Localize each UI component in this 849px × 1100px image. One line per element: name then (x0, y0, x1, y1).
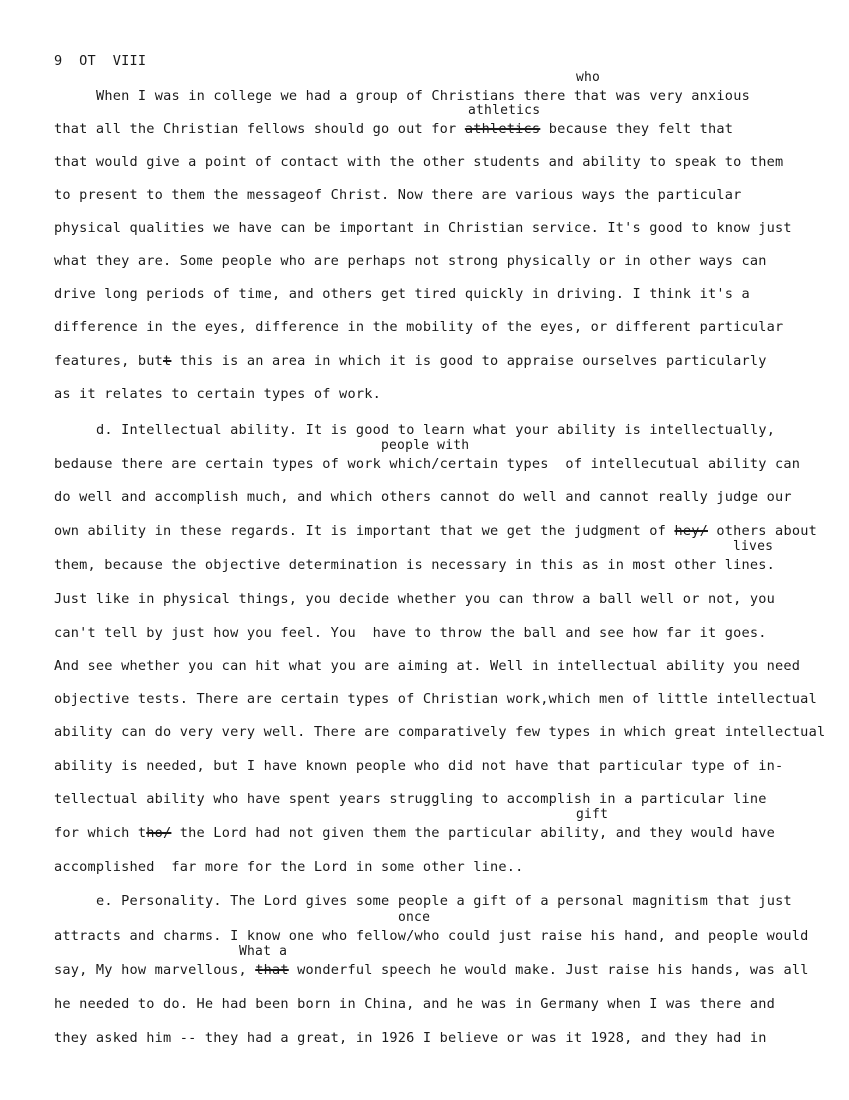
text-line (54, 962, 809, 978)
text-line: do well and accomplish much, and which others cannot do well and cannot really judge our (54, 489, 792, 505)
text-line: that would give a point of contact with the other students and ability to speak to them (54, 154, 784, 170)
text-line: difference in the eyes, difference in the mobility of the eyes, or different particular (54, 319, 784, 335)
struck-word: athletics (464, 121, 541, 137)
insertion-lives: lives (733, 539, 774, 554)
text-segment: this is an area in which it is good to appraise ourselves particularly (171, 353, 767, 369)
text-segment: the Lord had not given them the particular ability, and they would have (171, 825, 776, 841)
text-segment: wonderful speech he would make. Just raise his hands, was all (288, 962, 809, 978)
text-line: Just like in physical things, you decide whether you can throw a ball well or not, you (54, 591, 776, 607)
text-line (54, 121, 733, 137)
text-line: ability is needed, but I have known people who did not have that particular type of in- (54, 758, 784, 774)
text-segment: that all the Christian fellows should go out for (54, 121, 457, 137)
text-segment: say, My how marvellous, (54, 962, 247, 978)
text-line: e. Personality. The Lord gives some people a gift of a personal magnitism that just (96, 893, 792, 909)
struck-letter: t (163, 353, 172, 369)
text-line: attracts and charms. I know one who fellow/who could just raise his hand, and people would (54, 928, 809, 944)
text-line (54, 523, 817, 539)
insertion-once: once (398, 910, 431, 925)
text-line: he needed to do. He had been born in China, and he was in Germany when I was there and (54, 996, 776, 1012)
text-line: can't tell by just how you feel. You have to throw the ball and see how far it goes. (54, 625, 767, 641)
text-line: accomplished far more for the Lord in some other line.. (54, 859, 524, 875)
text-line: physical qualities we have can be important in Christian service. It's good to know just (54, 220, 792, 236)
insertion-who: who (576, 70, 601, 85)
text-line: what they are. Some people who are perhaps not strong physically or in other ways can (54, 253, 767, 269)
text-segment: own ability in these regards. It is important that we get the judgment of (54, 523, 667, 539)
text-line (54, 825, 775, 841)
struck-word: ho/ (146, 825, 172, 841)
struck-letter: t (255, 962, 264, 978)
text-line: bedause there are certain types of work which/certain types of intellecutual ability can (54, 456, 801, 472)
text-line: tellectual ability who have spent years struggling to accomplish in a particular line (54, 791, 767, 807)
insertion-what-a: What a (239, 944, 288, 959)
text-line: they asked him -- they had a great, in 1926 I believe or was it 1928, and they had in (54, 1030, 767, 1046)
text-line: When I was in college we had a group of Christians there that was very anxious (96, 88, 750, 104)
insertion-gift: gift (576, 807, 609, 822)
struck-word: hey/ (674, 523, 708, 539)
text-line: ability can do very very well. There are comparatively few types in which great intellectual (54, 724, 826, 740)
page-header: 9 OT VIII (54, 53, 147, 69)
text-segment: others about (707, 523, 817, 539)
text-line: objective tests. There are certain types of Christian work,which men of little intellectual (54, 691, 817, 707)
text-segment: for which t (54, 825, 147, 841)
insertion-athletics: athletics (468, 103, 541, 118)
text-line: And see whether you can hit what you are aiming at. Well in intellectual ability you need (54, 658, 801, 674)
text-segment: features, but (54, 353, 163, 369)
struck-word: hat (263, 962, 289, 978)
insertion-people-with: people with (381, 438, 470, 453)
text-line: drive long periods of time, and others get tired quickly in driving. I think it's a (54, 286, 750, 302)
text-line: d. Intellectual ability. It is good to learn what your ability is intellectually, (96, 422, 776, 438)
text-line: them, because the objective determination is necessary in this as in most other lines. (54, 557, 776, 573)
text-line (54, 353, 767, 369)
text-line: as it relates to certain types of work. (54, 386, 381, 402)
text-segment: because they felt that (540, 121, 734, 137)
text-line: to present to them the messageof Christ. Now there are various ways the particular (54, 187, 742, 203)
